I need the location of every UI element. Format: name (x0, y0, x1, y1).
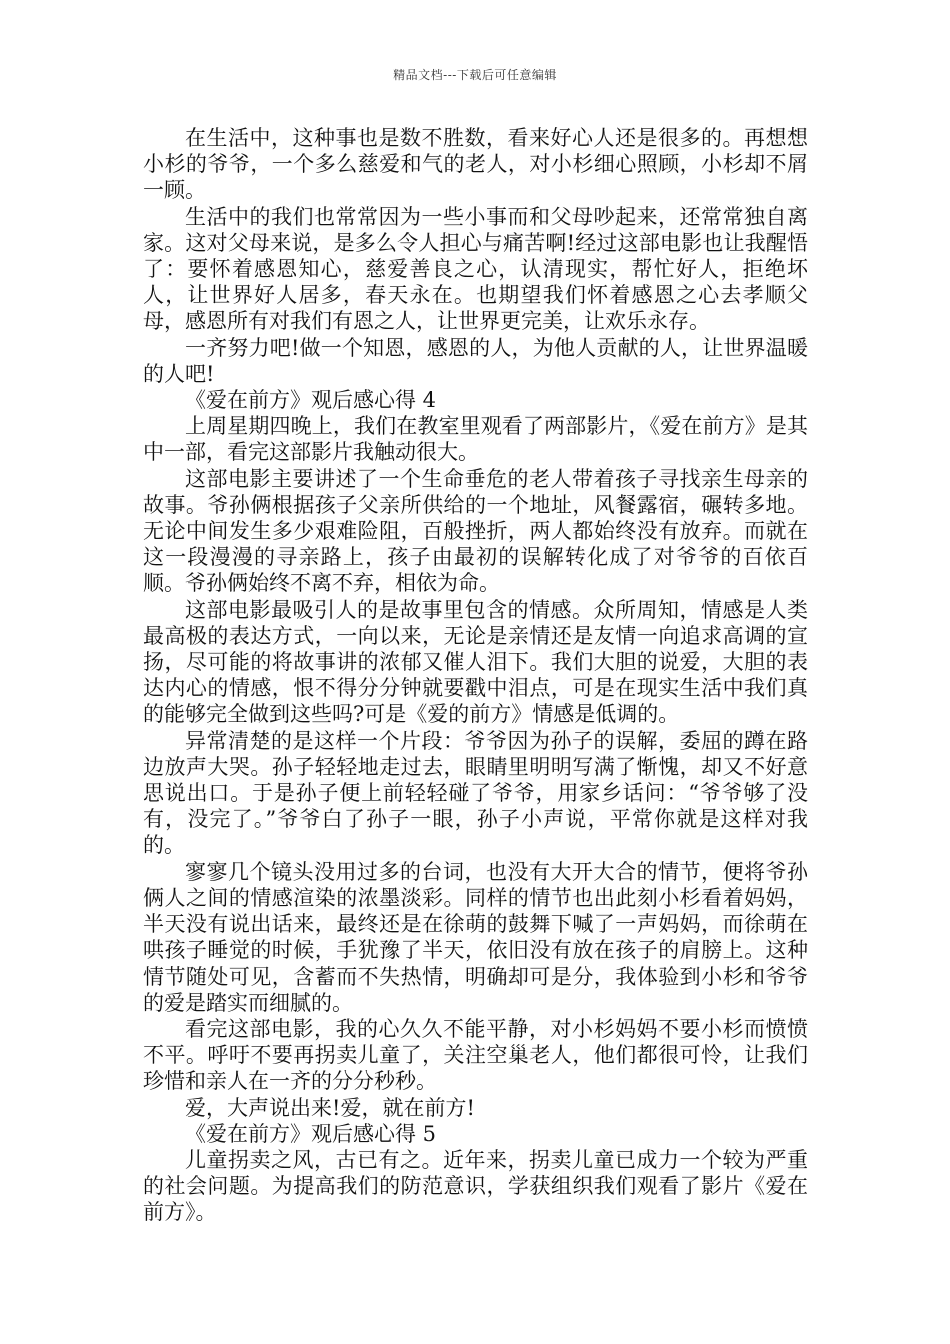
paragraph: 异常清楚的是这样一个片段：爷爷因为孙子的误解，委屈的蹲在路边放声大哭。孙子轻轻地走过去，眼睛里明明写满了惭愧，却又不好意思说出口。于是孙子便上前轻轻碰了爷爷，用家乡话问：“爷爷够了没有，没完了。”爷爷白了孙子一眼，孙子小声说，平常你就是这样对我的。 (143, 728, 808, 858)
paragraph: 看完这部电影，我的心久久不能平静，对小杉妈妈不要小杉而愤愤不平。呼吁不要再拐卖儿童了，关注空巢老人，他们都很可怜，让我们珍惜和亲人在一齐的分分秒秒。 (143, 1016, 808, 1094)
paragraph: 生活中的我们也常常因为一些小事而和父母吵起来，还常常独自离家。这对父母来说，是多么令人担心与痛苦啊!经过这部电影也让我醒悟了：要怀着感恩知心，慈爱善良之心，认清现实，帮忙好人，拒绝坏人，让世界好人居多，春天永在。也期望我们怀着感恩之心去孝顺父母，感恩所有对我们有恩之人，让世界更完美，让欢乐永存。 (143, 204, 808, 334)
paragraph: 爱，大声说出来!爱，就在前方! (185, 1095, 475, 1120)
paragraph: 这部电影主要讲述了一个生命垂危的老人带着孩子寻找亲生母亲的故事。爷孙俩根据孩子父亲所供给的一个地址，风餐露宿，碾转多地。无论中间发生多少艰难险阻，百般挫折，两人都始终没有放弃。而就在这一段漫漫的寻亲路上，孩子由最初的误解转化成了对爷爷的百依百顺。爷孙俩始终不离不弃，相依为命。 (143, 466, 808, 596)
document-body (143, 125, 808, 1226)
paragraph: 一齐努力吧!做一个知恩，感恩的人，为他人贡献的人，让世界温暖的人吧! (143, 335, 808, 386)
paragraph: 儿童拐卖之风，古已有之。近年来，拐卖儿童已成力一个较为严重的社会问题。为提高我们的防范意识，学获组织我们观看了影片《爱在前方》。 (143, 1147, 808, 1225)
section-title: 《爱在前方》观后感心得 5 (185, 1121, 437, 1146)
paragraph: 在生活中，这种事也是数不胜数，看来好心人还是很多的。再想想小杉的爷爷，一个多么慈爱和气的老人，对小杉细心照顾，小杉却不屑一顾。 (143, 126, 808, 203)
paragraph: 这部电影最吸引人的是故事里包含的情感。众所周知，情感是人类最高极的表达方式，一向以来，无论是亲情还是友情一向追求高调的宣扬，尽可能的将故事讲的浓郁又催人泪下。我们大胆的说爱，大胆的表达内心的情感，恨不得分分钟就要戳中泪点，可是在现实生活中我们真的能够完全做到这些吗?可是《爱的前方》情感是低调的。 (143, 597, 808, 727)
page-header: 精品文档---下载后可任意编辑 (393, 68, 557, 82)
paragraph: 上周星期四晚上，我们在教室里观看了两部影片，《爱在前方》是其中一部，看完这部影片我触动很大。 (143, 414, 808, 465)
paragraph: 寥寥几个镜头没用过多的台词，也没有大开大合的情节，便将爷孙俩人之间的情感渲染的浓墨淡彩。同样的情节也出此刻小杉看着妈妈，半天没有说出话来，最终还是在徐萌的鼓舞下喊了一声妈妈，而徐萌在哄孩子睡觉的时候，手犹豫了半天，依旧没有放在孩子的肩膀上。这种情节随处可见，含蓄而不失热情，明确却可是分，我体验到小杉和爷爷的爱是踏实而细腻的。 (143, 859, 808, 1015)
section-title: 《爱在前方》观后感心得 4 (185, 388, 437, 413)
